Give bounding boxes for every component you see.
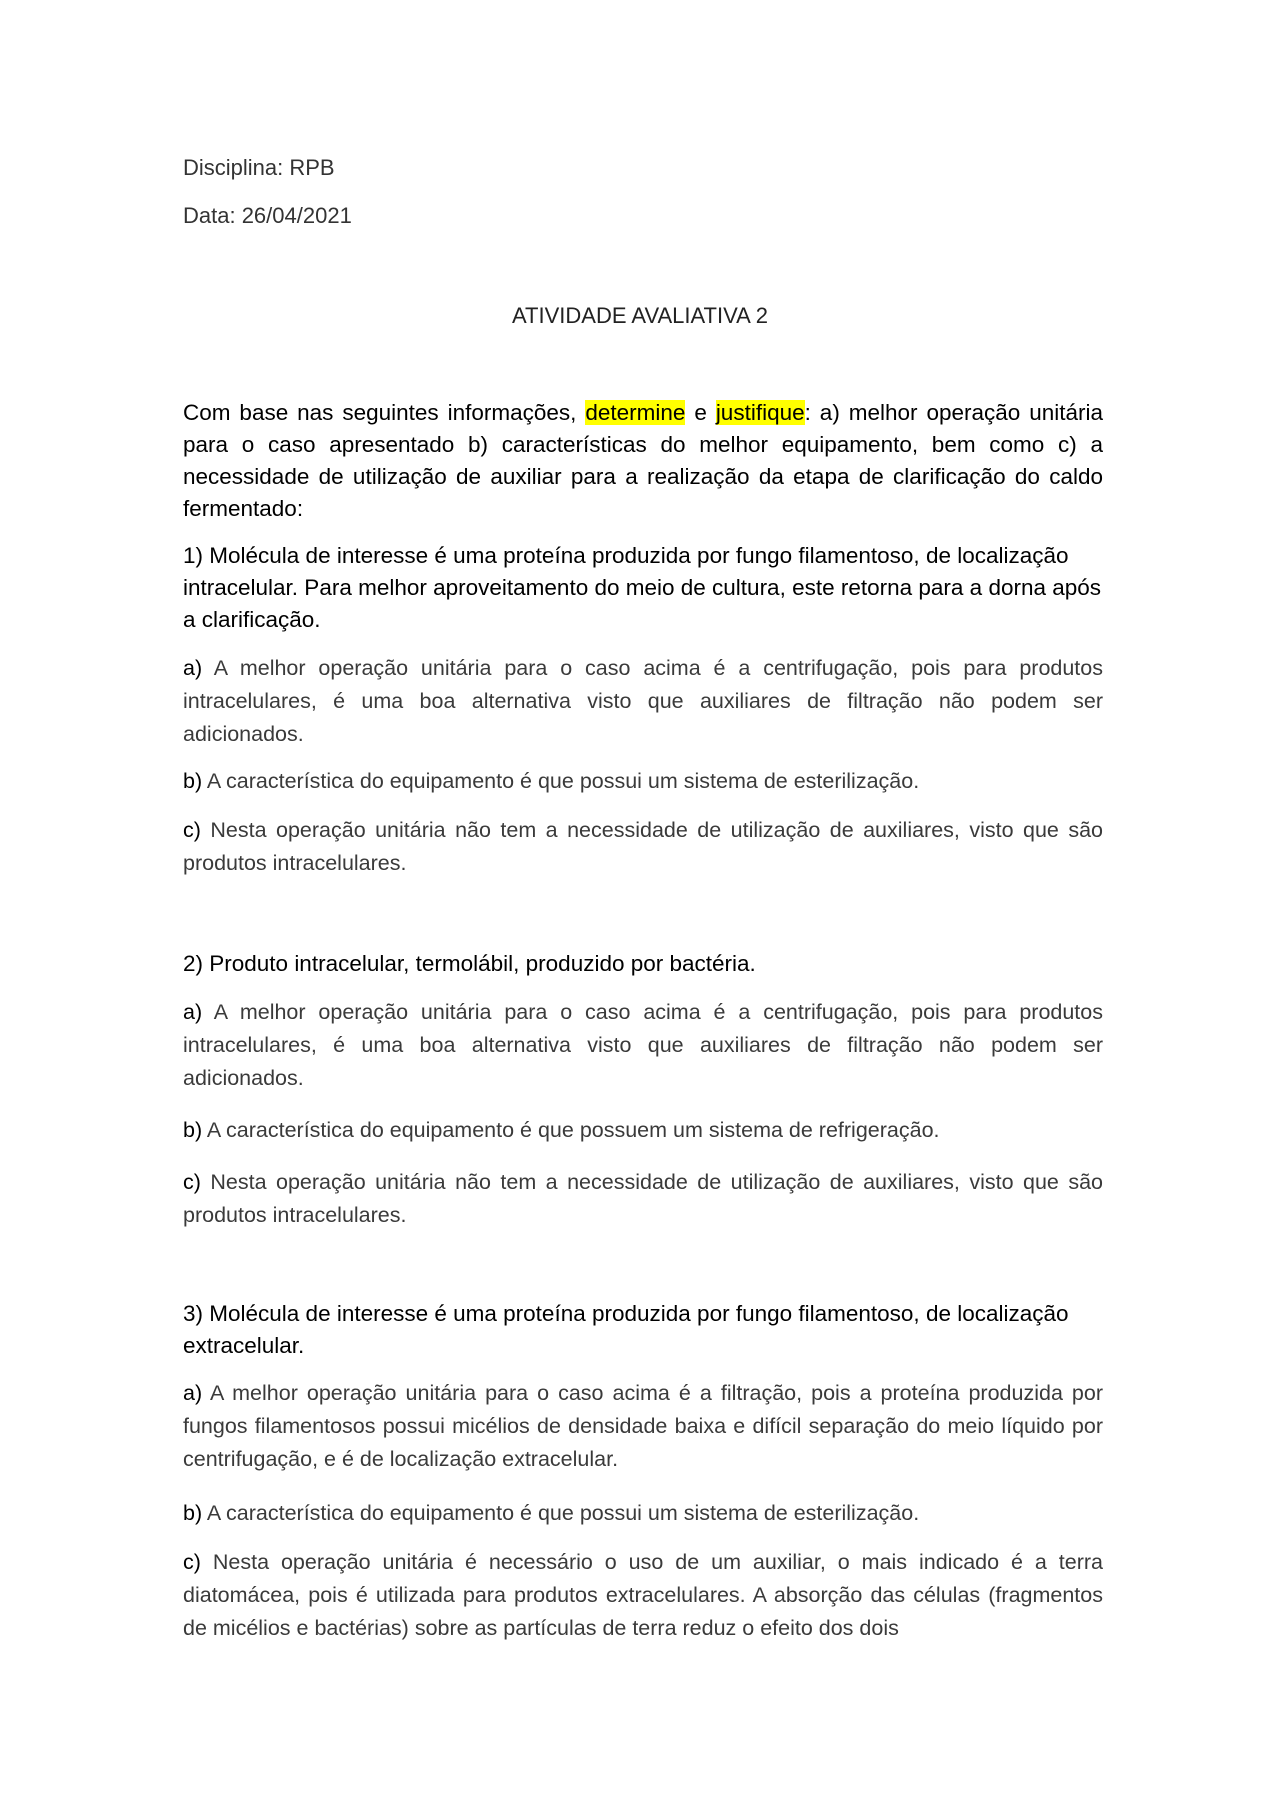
answer-label: a) <box>183 1381 203 1405</box>
answer-text: Nesta operação unitária não tem a necessidade de utilização de auxiliares, visto que são produtos intracelulares. <box>183 1170 1103 1227</box>
highlight-justifique: justifique <box>715 400 805 425</box>
answer-text: A melhor operação unitária para o caso acima é a centrifugação, pois para produtos intracelulares, é uma boa alternativa visto que auxiliares de filtração não podem ser adicionados. <box>183 656 1103 746</box>
answer-text: Nesta operação unitária não tem a necessidade de utilização de auxiliares, visto que são produtos intracelulares. <box>183 818 1103 875</box>
answer-label: b) <box>183 1501 203 1525</box>
q1-answer-a <box>183 652 1103 751</box>
q1-answer-b <box>183 765 1103 798</box>
highlight-determine: determine <box>585 400 686 425</box>
answer-label: c) <box>183 1550 201 1574</box>
discipline-line: Disciplina: RPB <box>183 155 335 180</box>
answer-text: A melhor operação unitária para o caso acima é a centrifugação, pois para produtos intracelulares, é uma boa alternativa visto que auxiliares de filtração não podem ser adicionados. <box>183 1000 1103 1090</box>
answer-label: b) <box>183 1118 203 1142</box>
question-3: 3) Molécula de interesse é uma proteína produzida por fungo filamentoso, de localização extracelular. <box>183 1301 1069 1358</box>
answer-text: A melhor operação unitária para o caso acima é a filtração, pois a proteína produzida por fungos filamentosos possui micélios de densidade baixa e difícil separação do meio líquido por centrifugação, e é de localização extracelular. <box>183 1381 1103 1471</box>
page-title: ATIVIDADE AVALIATIVA 2 <box>512 303 768 328</box>
intro-paragraph <box>183 397 1103 525</box>
intro-text: Com base nas seguintes informações, <box>183 400 586 425</box>
q3-answer-a <box>183 1377 1103 1476</box>
q3-answer-b <box>183 1497 1103 1530</box>
q2-answer-c <box>183 1166 1103 1232</box>
answer-label: a) <box>183 1000 203 1024</box>
answer-label: c) <box>183 1170 201 1194</box>
intro-text: e <box>685 400 716 425</box>
answer-label: c) <box>183 818 201 842</box>
answer-text: A característica do equipamento é que possuem um sistema de refrigeração. <box>202 1118 940 1142</box>
answer-label: b) <box>183 769 203 793</box>
q2-answer-b <box>183 1114 1103 1147</box>
q3-answer-c <box>183 1546 1103 1645</box>
date-line: Data: 26/04/2021 <box>183 203 352 228</box>
q1-answer-c <box>183 814 1103 880</box>
q2-answer-a <box>183 996 1103 1095</box>
answer-text: Nesta operação unitária é necessário o uso de um auxiliar, o mais indicado é a terra diatomácea, pois é utilizada para produtos extracelulares. A absorção das células (fragmentos de micélios e bactérias) sobre as partículas de terra reduz o efeito dos dois <box>183 1550 1103 1640</box>
question-1: 1) Molécula de interesse é uma proteína produzida por fungo filamentoso, de localização intracelular. Para melhor aproveitamento do meio de cultura, este retorna para a dorna após a clarificação. <box>183 543 1102 632</box>
intro-text: : a) melhor operação unitária para o caso apresentado b) características do melhor equipamento, bem como c) a necessidade de utilização de auxiliar para a realização da etapa de clarificação do caldo fermentado: <box>183 400 1104 521</box>
question-2: 2) Produto intracelular, termolábil, produzido por bactéria. <box>183 951 756 976</box>
answer-label: a) <box>183 656 203 680</box>
answer-text: A característica do equipamento é que possui um sistema de esterilização. <box>202 1501 920 1525</box>
answer-text: A característica do equipamento é que possui um sistema de esterilização. <box>202 769 920 793</box>
